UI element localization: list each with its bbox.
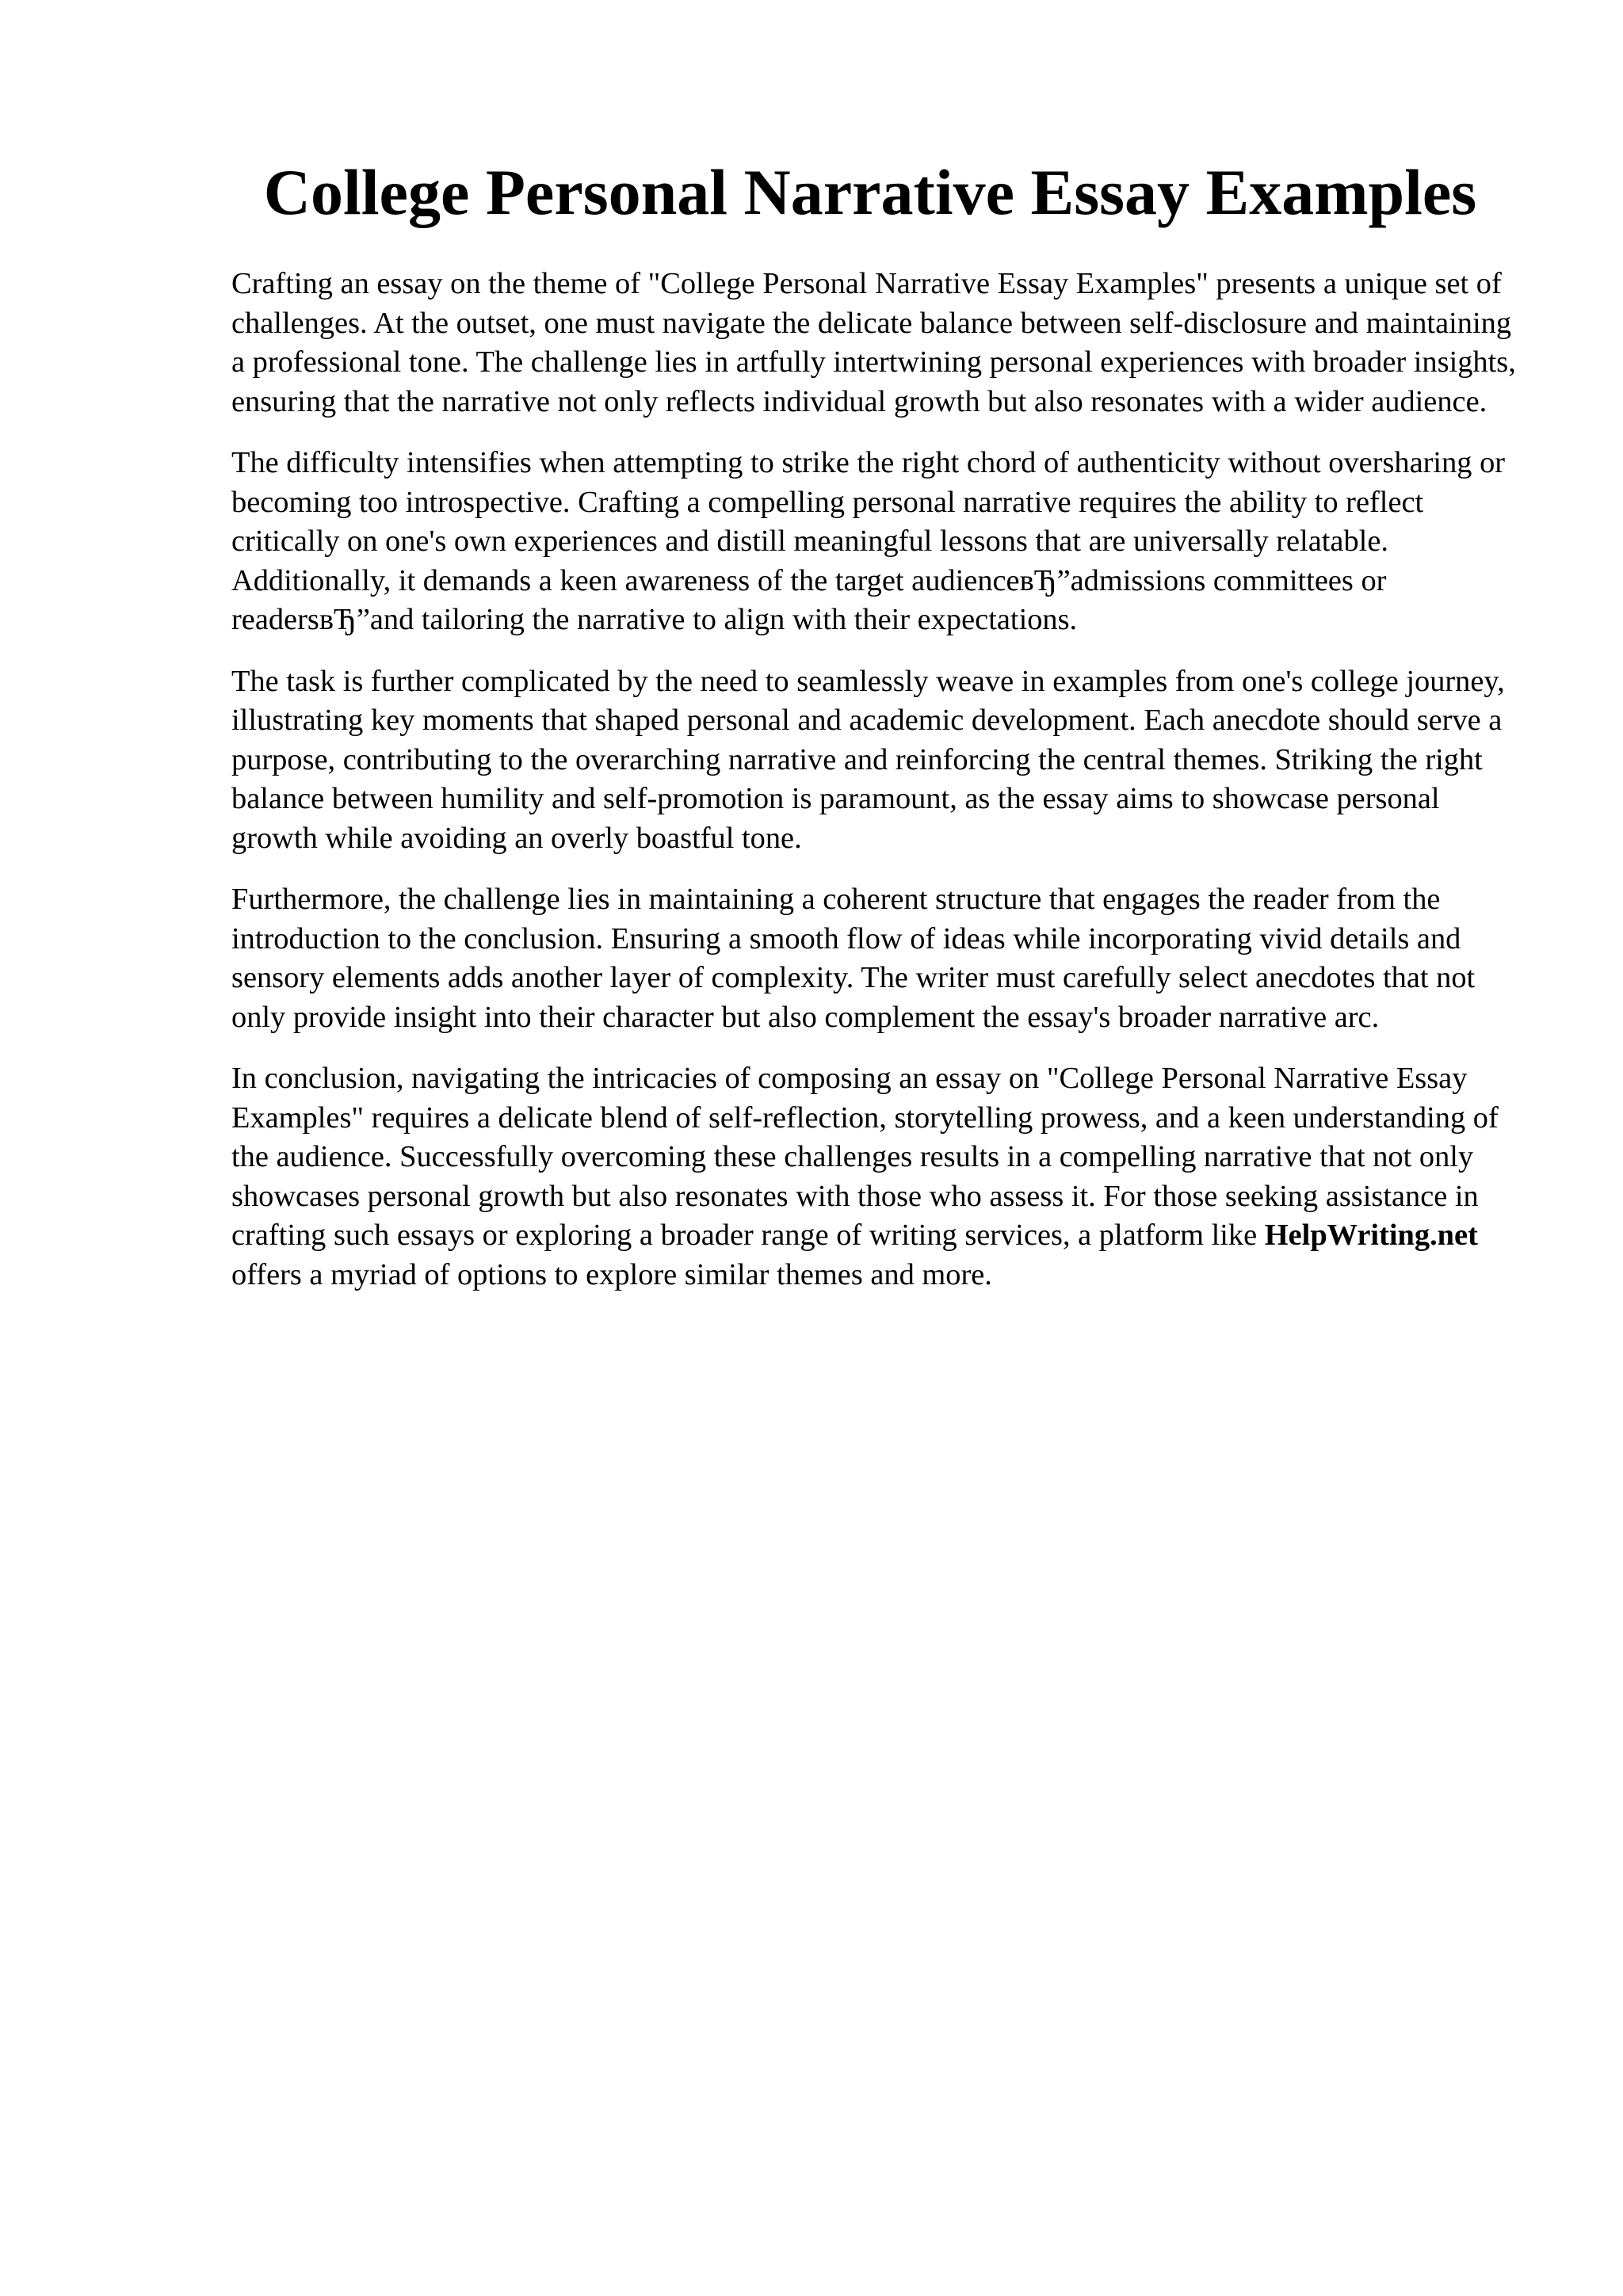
brand-link[interactable]: HelpWriting.net — [1264, 1219, 1478, 1252]
essay-body — [231, 265, 1531, 1317]
paragraph-4: Furthermore, the challenge lies in maintaining a coherent structure that engages the reader from the introduction to the conclusion. Ensuring a smooth flow of ideas while incorporating vivid details and sensory elements adds another layer of complexity. The writer must carefully select anecdotes that not only provide insight into their character but also complement the essay's broader narrative arc. — [231, 883, 1476, 1034]
paragraph-2: The difficulty intensifies when attempting to strike the right chord of authenticity without oversharing or becoming too introspective. Crafting a compelling personal narrative requires the ability to reflect critically on one's own experiences and distill meaningful lessons that are universally relatable. Additionally, it demands a keen awareness of the target audienceвЂ”admissions committees or readersвЂ”and tailoring the narrative to align with their expectations. — [231, 446, 1506, 636]
page-title: College Personal Narrative Essay Examples — [263, 156, 1477, 228]
paragraph-1: Crafting an essay on the theme of "College Personal Narrative Essay Examples" presents a unique set of challenges. At the outset, one must navigate the delicate balance between self-disclosure and maintaining a professional tone. The challenge lies in artfully intertwining personal experiences with broader insights, ensuring that the narrative not only reflects individual growth but also resonates with a wider audience. — [231, 267, 1516, 418]
paragraph-conclusion — [231, 1059, 1531, 1295]
conclusion-text-before: In conclusion, navigating the intricacies of composing an essay on "College Personal Narrative Essay Examples" requires a delicate blend of self-reflection, storytelling prowess, and a keen understanding of the audience. Successfully overcoming these challenges results in a compelling narrative that not only showcases personal growth but also resonates with those who assess it. For those seeking assistance in crafting such essays or exploring a broader range of writing services, a platform like — [231, 1062, 1499, 1252]
conclusion-text-after: offers a myriad of options to explore similar themes and more. — [231, 1257, 992, 1291]
paragraph-3: The task is further complicated by the need to seamlessly weave in examples from one's college journey, illustrating key moments that shaped personal and academic development. Each anecdote should serve a purpose, contributing to the overarching narrative and reinforcing the central themes. Striking the right balance between humility and self-promotion is paramount, as the essay aims to showcase personal growth while avoiding an overly boastful tone. — [231, 664, 1505, 855]
